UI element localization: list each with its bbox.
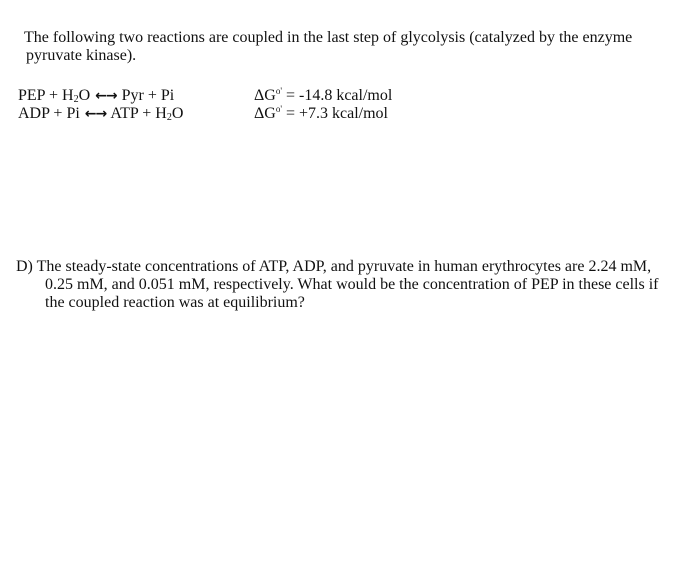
subscript: 2 [73, 94, 79, 105]
reaction-pep-hydrolysis [18, 87, 678, 105]
question-line-2: 0.25 mM, and 0.051 mM, respectively. What would be the concentration of PEP in these cells if [45, 276, 659, 293]
reaction-equation [18, 87, 174, 105]
reactants-text: ADP + Pi [18, 105, 80, 122]
reactants-text: PEP + H [18, 87, 74, 104]
delta-g-value: = -14.8 kcal/mol [285, 87, 393, 104]
products-text: Pyr + Pi [121, 87, 175, 104]
reaction-equation [18, 105, 183, 123]
standard-state-superscript: o' [275, 86, 282, 96]
free-energy-value [254, 87, 392, 105]
intro-paragraph [24, 29, 674, 65]
intro-line-1: The following two reactions are coupled in the last step of glycolysis (catalyzed by the enzyme [24, 29, 633, 46]
subscript: 2 [166, 112, 172, 123]
reactants-suffix: O [78, 87, 91, 104]
free-energy-value [254, 105, 388, 123]
question-line-1: D) The steady-state concentrations of ATP, ADP, and pyruvate in human erythrocytes are 2.24 mM, [16, 258, 652, 275]
equilibrium-arrow-icon: ←→ [84, 106, 107, 122]
delta-g-symbol: ΔG [254, 105, 276, 122]
question-d [16, 258, 691, 312]
equilibrium-arrow-icon: ←→ [95, 88, 117, 104]
delta-g-symbol: ΔG [254, 87, 276, 104]
products-text: ATP + H [110, 105, 167, 122]
reaction-list [18, 87, 678, 123]
intro-line-2: pyruvate kinase). [26, 47, 137, 64]
delta-g-value: = +7.3 kcal/mol [285, 105, 388, 122]
reaction-atp-synthesis [18, 105, 678, 123]
products-suffix: O [171, 105, 184, 122]
question-line-3: the coupled reaction was at equilibrium? [45, 294, 305, 311]
standard-state-superscript: o' [275, 104, 282, 114]
